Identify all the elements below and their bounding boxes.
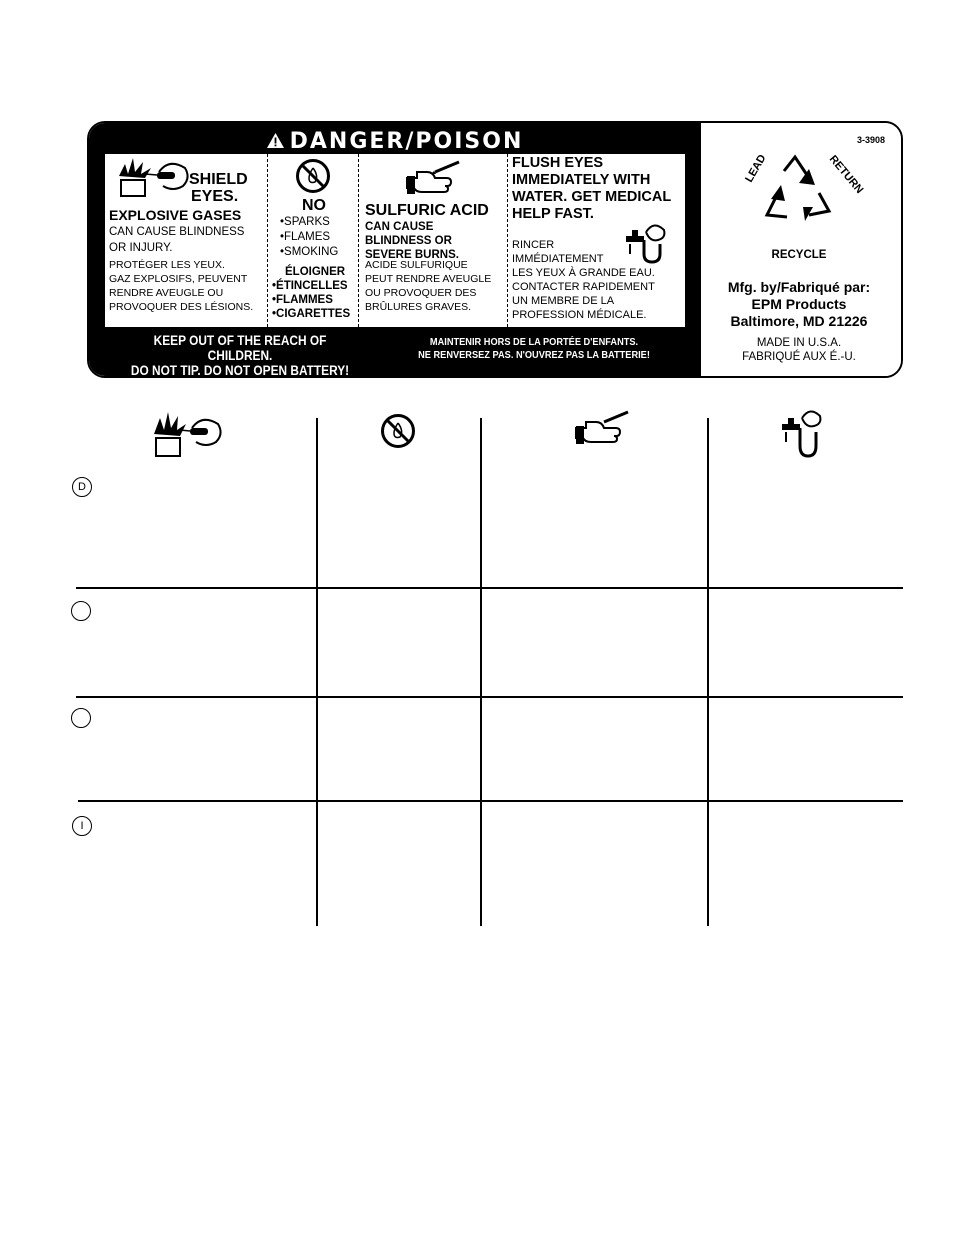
label-panels [105, 154, 685, 327]
panel-shield-eyes [105, 154, 267, 327]
explosive-gases-heading: EXPLOSIVE GASES [109, 207, 242, 223]
panel-sulfuric-acid [359, 154, 507, 327]
warning-triangle-icon [267, 132, 284, 153]
row-marker [71, 601, 91, 621]
acid-hand-icon [574, 408, 630, 448]
explosion-eye-shield-icon [150, 410, 222, 458]
row-marker [71, 708, 91, 728]
sulfuric-acid-french: ACIDE SULFURIQUE PEUT RENDRE AVEUGLE OU PROVOQUER DES BRÛLURES GRAVES. [365, 259, 492, 313]
keep-out-warning-french: MAINTENIR HORS DE LA PORTÉE D'ENFANTS. NE RENVERSEZ PAS. N'OUVREZ PAS LA BATTERIE! [418, 336, 650, 361]
table-row-divider [76, 587, 903, 589]
recycle-icon [729, 149, 869, 249]
label-code: 3-3908 [856, 135, 885, 145]
no-flame-icon [295, 158, 331, 194]
flush-eyes-french: RINCER IMMÉDIATEMENT LES YEUX À GRANDE EAU. CONTACTER RAPIDEMENT UN MEMBRE DE LA PROFESSION MÉDICALE. [512, 239, 655, 321]
shield-heading: SHIELD EYES. [189, 171, 248, 205]
explosive-gases-text: CAN CAUSE BLINDNESS OR INJURY. [109, 226, 245, 254]
flush-eyes-heading: FLUSH EYES IMMEDIATELY WITH WATER. GET MEDICAL HELP FAST. [512, 155, 672, 222]
explosion-eye-shield-icon [115, 158, 191, 198]
table-column-divider [480, 418, 482, 926]
svg-text:RETURN: RETURN [826, 153, 866, 197]
manufacturer-info: Mfg. by/Fabriqué par: EPM Products Baltimore, MD 21226 [727, 279, 871, 329]
no-flame-icon [380, 413, 416, 449]
eloigner-heading: ÉLOIGNER [285, 266, 346, 278]
warning-label [87, 121, 903, 378]
table-column-divider [707, 418, 709, 926]
recycle-panel [701, 123, 901, 376]
no-heading: NO [302, 197, 326, 214]
table-row-divider [76, 696, 903, 698]
sulfuric-acid-heading: SULFURIC ACID [365, 202, 489, 219]
faucet-eye-wash-icon [780, 408, 824, 460]
panel-flush-eyes [508, 154, 685, 327]
eloigner-list: •ÉTINCELLES •FLAMMES •CIGARETTES [272, 280, 351, 320]
no-list: •SPARKS •FLAMES •SMOKING [280, 216, 339, 258]
made-in-usa: MADE IN U.S.A. FABRIQUÉ AUX É.-U. [742, 337, 856, 363]
explosive-gases-french: PROTÉGER LES YEUX. GAZ EXPLOSIFS, PEUVENT RENDRE AVEUGLE OU PROVOQUER DES LÉSIONS. [109, 259, 254, 313]
row-marker: D [72, 477, 92, 497]
panel-no-sparks [268, 154, 358, 327]
acid-hand-icon [405, 160, 461, 196]
row-marker: I [72, 816, 92, 836]
keep-out-warning: KEEP OUT OF THE REACH OF CHILDREN. DO NOT TIP. DO NOT OPEN BATTERY! [130, 333, 350, 378]
label-title: DANGER/POISON [89, 129, 701, 154]
sulfuric-acid-text: CAN CAUSE BLINDNESS OR SEVERE BURNS. [365, 221, 459, 261]
recycle-text: RECYCLE [771, 249, 827, 261]
table-column-divider [316, 418, 318, 926]
warning-panel [89, 123, 701, 376]
svg-text:LEAD: LEAD [743, 152, 769, 185]
table-row-divider [78, 800, 903, 802]
